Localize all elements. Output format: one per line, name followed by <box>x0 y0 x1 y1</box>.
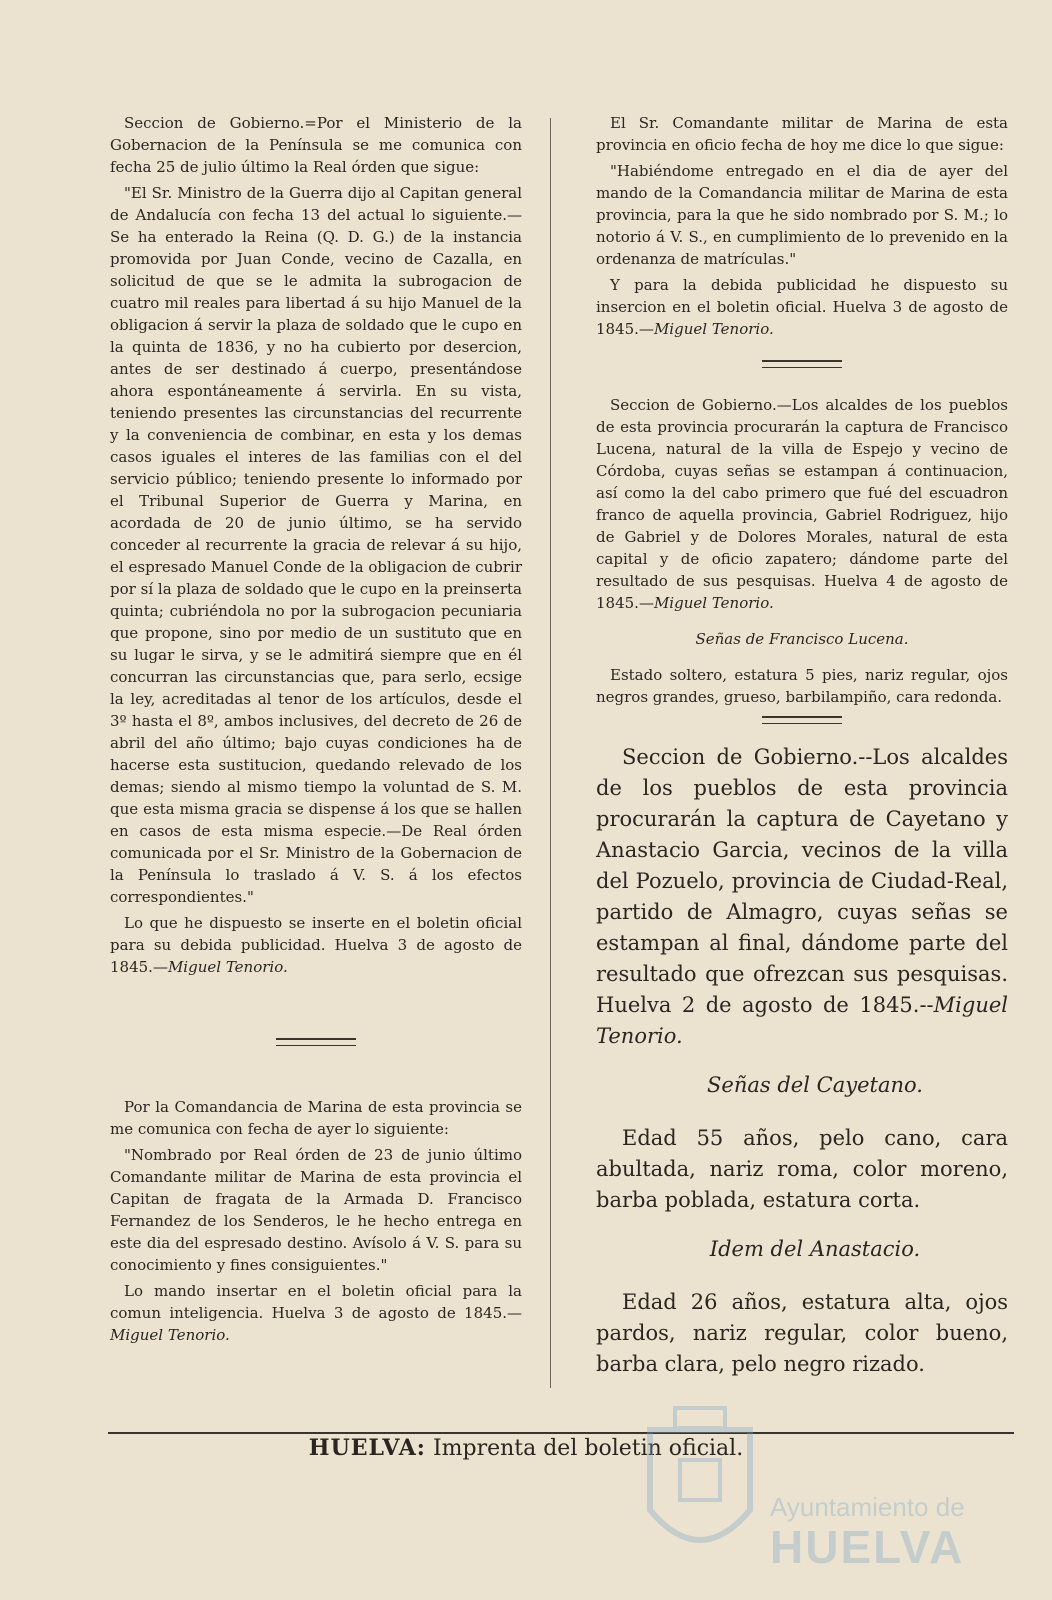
separator-rule <box>276 1038 356 1046</box>
notice5-body: Seccion de Gobierno.--Los alcaldes de los pueblos de esta provincia procurarán la captura de Cayetano y Anastacio Garcia, vecinos de la villa del Pozuelo, provincia de Ciudad-Real, partido de Almagro, cuyas señas se estampan al final, dándome parte del resultado que ofrezcan sus pesquisas. Huelva 2 de agosto de 1845.--Miguel Tenorio. <box>596 745 1008 1048</box>
notice3-quote: "Habiéndome entregado en el dia de ayer del mando de la Comandancia militar de Marina de esta provincia, para la que he sido nombrado por S. M.; lo notorio á V. S., en cumplimiento de lo prevenido en la ordenanza de matrículas." <box>596 162 1008 268</box>
notice4-signature: Miguel Tenorio. <box>653 594 774 612</box>
anastacio-description: Edad 26 años, estatura alta, ojos pardos, nariz regular, color bueno, barba clara, pelo negro rizado. <box>596 1290 1008 1376</box>
notice2-quote: "Nombrado por Real órden de 23 de junio último Comandante militar de Marina de esta provincia el Capitan de fragata de la Armada D. Francisco Fernandez de los Senderos, le he hecho entrega en este dia del espresado destino. Avísolo á V. S. para su conocimiento y fines consiguientes." <box>110 1146 522 1274</box>
notice3-intro: El Sr. Comandante militar de Marina de esta provincia en oficio fecha de hoy me dice lo que sigue: <box>596 114 1008 154</box>
imprint-footer <box>0 1432 1052 1465</box>
notice2-closing: Lo mando insertar en el boletin oficial para la comun inteligencia. Huelva 3 de agosto de 1845.—Miguel Tenorio. <box>110 1282 522 1344</box>
left-column <box>110 112 522 1350</box>
notice4-description: Estado soltero, estatura 5 pies, nariz regular, ojos negros grandes, grueso, barbilampiño, cara redonda. <box>596 666 1008 706</box>
anastacio-heading: Idem del Anastacio. <box>709 1237 921 1261</box>
notice3-signature: Miguel Tenorio. <box>653 320 774 338</box>
watermark-line1: Ayuntamiento de <box>770 1492 965 1522</box>
notice4-heading: Señas de Francisco Lucena. <box>695 630 909 648</box>
notice1-closing: Lo que he dispuesto se inserte en el boletin oficial para su debida publicidad. Huelva 3 de agosto de 1845.—Miguel Tenorio. <box>110 914 522 976</box>
footer-place: HUELVA: <box>308 1435 426 1461</box>
notice2-signature: Miguel Tenorio. <box>110 1326 230 1344</box>
column-divider <box>550 118 551 1388</box>
right-column <box>596 112 1008 1382</box>
cayetano-heading: Señas del Cayetano. <box>707 1073 923 1097</box>
footer-text: Imprenta del boletin oficial. <box>432 1436 744 1461</box>
archive-watermark <box>640 1400 1000 1580</box>
notice1-signature: Miguel Tenorio. <box>167 958 288 976</box>
notice5-signature: Miguel Tenorio. <box>596 993 1008 1048</box>
notice3-closing: Y para la debida publicidad he dispuesto su insercion en el boletin oficial. Huelva 3 de agosto de 1845.—Miguel Tenorio. <box>596 276 1008 338</box>
notice4-body: Seccion de Gobierno.—Los alcaldes de los pueblos de esta provincia procurarán la captura de Francisco Lucena, natural de la villa de Espejo y vecino de Córdoba, cuyas señas se estampan á continuacion, así como la del cabo primero que fué del escuadron franco de aquella provincia, Gabriel Rodriguez, hijo de Gabriel y de Dolores Morales, natural de esta capital y de oficio zapatero; dándome parte del resultado de sus pesquisas. Huelva 4 de agosto de 1845.—Miguel Tenorio. <box>596 396 1008 612</box>
notice5-block <box>596 742 1008 1380</box>
cayetano-description: Edad 55 años, pelo cano, cara abultada, nariz roma, color moreno, barba poblada, estatura corta. <box>596 1126 1008 1212</box>
coat-of-arms-icon <box>640 1400 760 1570</box>
notice1-quote: "El Sr. Ministro de la Guerra dijo al Capitan general de Andalucía con fecha 13 del actual lo siguiente.—Se ha enterado la Reina (Q. D. G.) de la instancia promovida por Juan Conde, vecino de Cazalla, en solicitud de que se le admita la subrogacion de cuatro mil reales para libertad á su hijo Manuel de la obligacion á servir la plaza de soldado que le cupo en la quinta de 1836, y no ha cubierto por desercion, antes de ser destinado á cuerpo, presentándose ahora espontáneamente á servirla. En su vista, teniendo presentes las circunstancias del recurrente y la conveniencia de combinar, en esta y los demas casos iguales el interes de las familias con el del servicio público; teniendo presente lo informado por el Tribunal Superior de Guerra y Marina, en acordada de 20 de junio último, se ha servido conceder al recurrente la gracia de relevar á su hijo, el espresado Manuel Conde de la obligacion de cubrir por sí la plaza de soldado que le cupo en la preinserta quinta; cubriéndola no por la subrogacion pecuniaria que propone, sino por medio de un sustituto que en su lugar le sirva, y se le admitirá siempre que en él concurran las circunstancias que, para serlo, ecsige la ley, acreditadas al tenor de los artículos, desde el 3º hasta el 8º, ambos inclusives, del decreto de 26 de abril del año último; bajo cuyas condiciones ha de hacerse esta sustitucion, quedando relevado de los demas; siendo al mismo tiempo la voluntad de S. M. que esta misma gracia se dispense á los que se hallen en casos de esta misma especie.—De Real órden comunicada por el Sr. Ministro de la Gobernacion de la Península lo traslado á V. S. á los efectos correspondientes." <box>110 184 522 906</box>
separator-rule <box>762 716 842 724</box>
watermark-line2: HUELVA <box>770 1521 965 1573</box>
separator-rule <box>762 360 842 368</box>
notice2-intro: Por la Comandancia de Marina de esta provincia se me comunica con fecha de ayer lo siguiente: <box>110 1098 522 1138</box>
notice1-intro: Seccion de Gobierno.=Por el Ministerio de la Gobernacion de la Península se me comunica con fecha 25 de julio último la Real órden que sigue: <box>110 114 522 176</box>
